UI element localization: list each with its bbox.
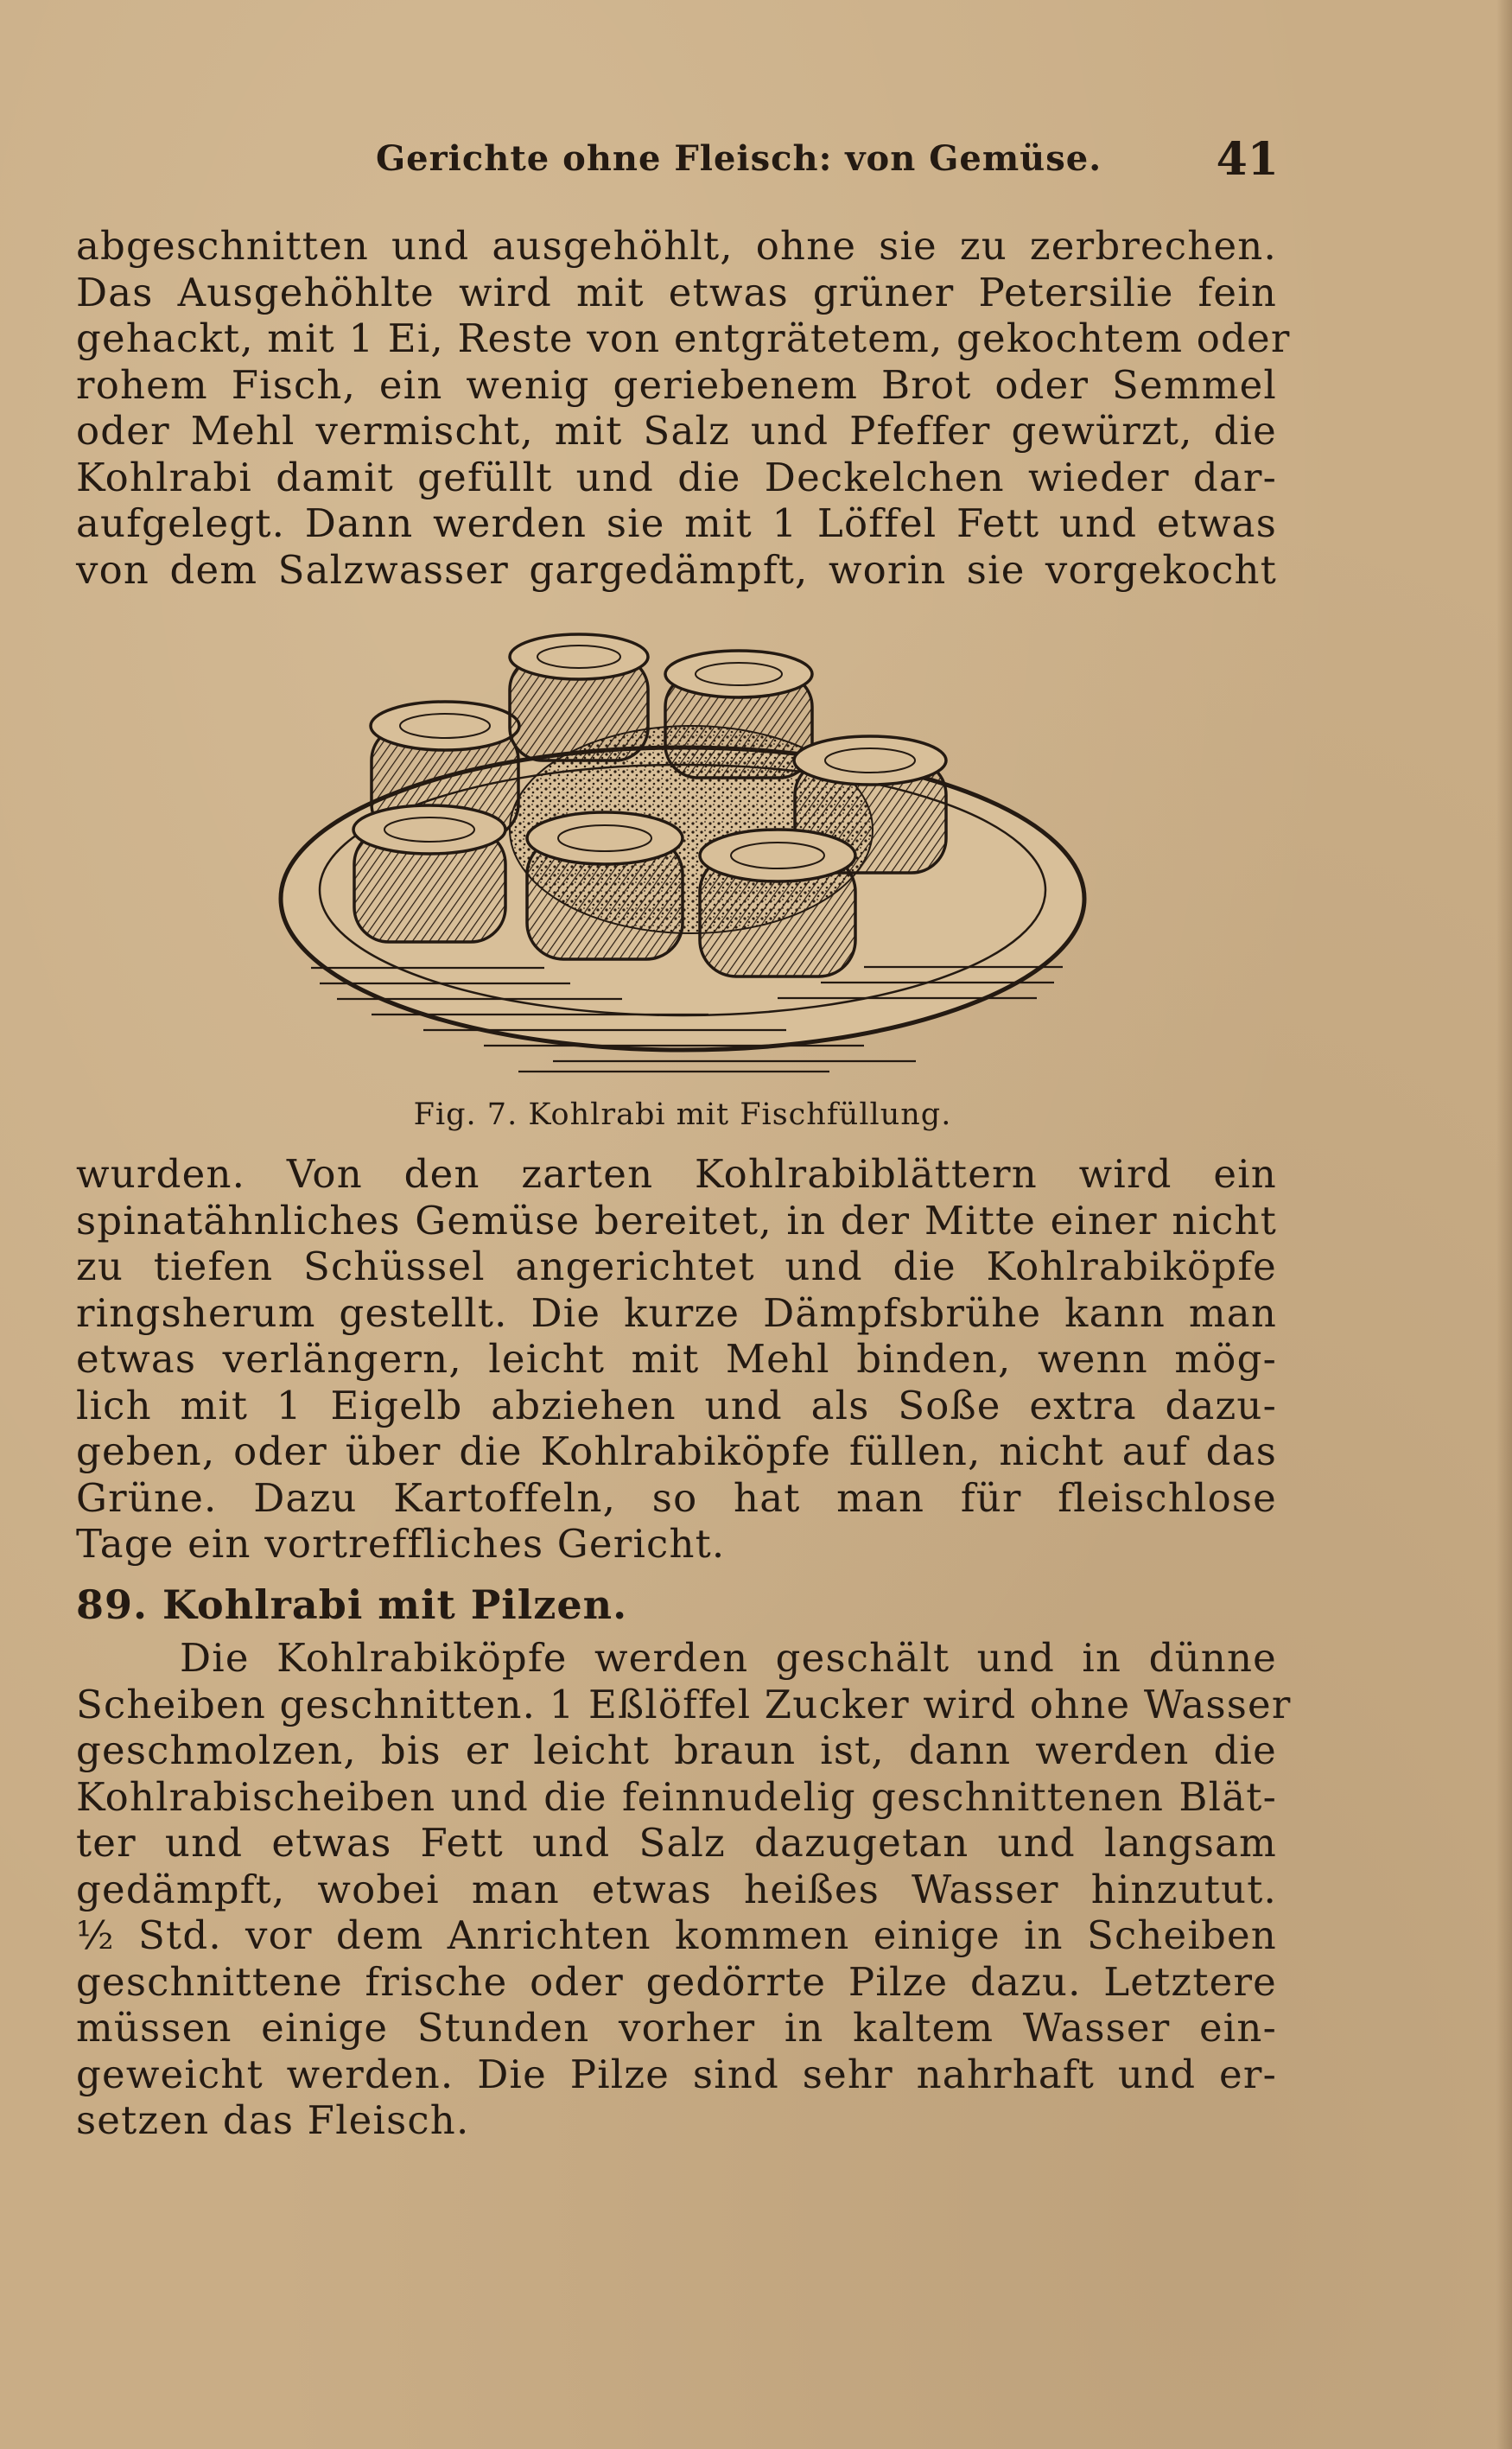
text-line: zu tiefen Schüssel angerichtet und die Kohlrabiköpfe bbox=[76, 1244, 1277, 1289]
text-line: lich mit 1 Eigelb abziehen und als Soße extra dazu- bbox=[76, 1382, 1277, 1428]
text-line: spinatähnliches Gemüse bereitet, in der Mitte einer nicht bbox=[76, 1197, 1277, 1244]
text-line: setzen das Fleisch. bbox=[76, 2097, 470, 2143]
text-line: abgeschnitten und ausgehöhlt, ohne sie zu zerbrechen. bbox=[76, 223, 1277, 269]
text-line: rohem Fisch, ein wenig geriebenem Brot oder Semmel bbox=[76, 361, 1277, 408]
text-line: geschmolzen, bis er leicht braun ist, dann werden die bbox=[76, 1727, 1277, 1773]
text-line: Kohlrabischeiben und die feinnudelig geschnittenen Blät- bbox=[76, 1773, 1277, 1820]
page-number: 41 bbox=[1216, 133, 1279, 186]
text-line: ringsherum gestellt. Die kurze Dämpfsbrühe kann man bbox=[76, 1289, 1277, 1336]
recipe-paragraph bbox=[76, 1635, 1292, 2144]
text-line: oder Mehl vermischt, mit Salz und Pfeffer gewürzt, die bbox=[76, 408, 1277, 454]
text-line: gehackt, mit 1 Ei, Reste von entgrätetem, gekochtem oder bbox=[76, 315, 1291, 361]
text-line: geschnittene frische oder gedörrte Pilze dazu. Letztere bbox=[76, 1958, 1277, 2005]
text-line: geweicht werden. Die Pilze sind sehr nahrhaft und er- bbox=[76, 2051, 1277, 2097]
text-line: Kohlrabi damit gefüllt und die Deckelchen wieder dar- bbox=[76, 454, 1277, 500]
paragraph-continuation bbox=[76, 223, 1291, 593]
kohlrabi-engraving bbox=[259, 605, 1106, 1089]
figure-caption: Fig. 7. Kohlrabi mit Fischfüllung. bbox=[413, 1097, 952, 1132]
recipe-heading: 89. Kohlrabi mit Pilzen. bbox=[76, 1581, 628, 1628]
text-line: Tage ein vortreffliches Gericht. bbox=[76, 1521, 726, 1567]
text-line: von dem Salzwasser gargedämpft, worin sie vorgekocht bbox=[76, 546, 1277, 593]
text-line: gedämpft, wobei man etwas heißes Wasser hinzutut. bbox=[76, 1866, 1277, 1912]
paragraph-continuation-after-figure bbox=[76, 1151, 1277, 1568]
text-line: Scheiben geschnitten. 1 Eßlöffel Zucker wird ohne Wasser bbox=[76, 1681, 1292, 1727]
text-line: Das Ausgehöhlte wird mit etwas grüner Petersilie fein bbox=[76, 269, 1277, 315]
text-line: ½ Std. vor dem Anrichten kommen einige in Scheiben bbox=[76, 1912, 1277, 1958]
text-line: aufgelegt. Dann werden sie mit 1 Löffel Fett und etwas bbox=[76, 500, 1277, 546]
running-head: Gerichte ohne Fleisch: von Gemüse. bbox=[376, 138, 1102, 179]
text-line: müssen einige Stunden vorher in kaltem Wasser ein- bbox=[76, 2005, 1277, 2051]
kohlrabi-illustration bbox=[259, 605, 1106, 1089]
text-line: geben, oder über die Kohlrabiköpfe füllen, nicht auf das bbox=[76, 1428, 1277, 1474]
text-line: wurden. Von den zarten Kohlrabiblättern wird ein bbox=[76, 1151, 1277, 1197]
text-line: ter und etwas Fett und Salz dazugetan und langsam bbox=[76, 1820, 1277, 1866]
text-line: etwas verlängern, leicht mit Mehl binden, wenn mög- bbox=[76, 1336, 1277, 1382]
page-header bbox=[78, 133, 1279, 190]
text-line: Die Kohlrabiköpfe werden geschält und in dünne bbox=[180, 1635, 1277, 1681]
text-line: Grüne. Dazu Kartoffeln, so hat man für fleischlose bbox=[76, 1474, 1277, 1521]
